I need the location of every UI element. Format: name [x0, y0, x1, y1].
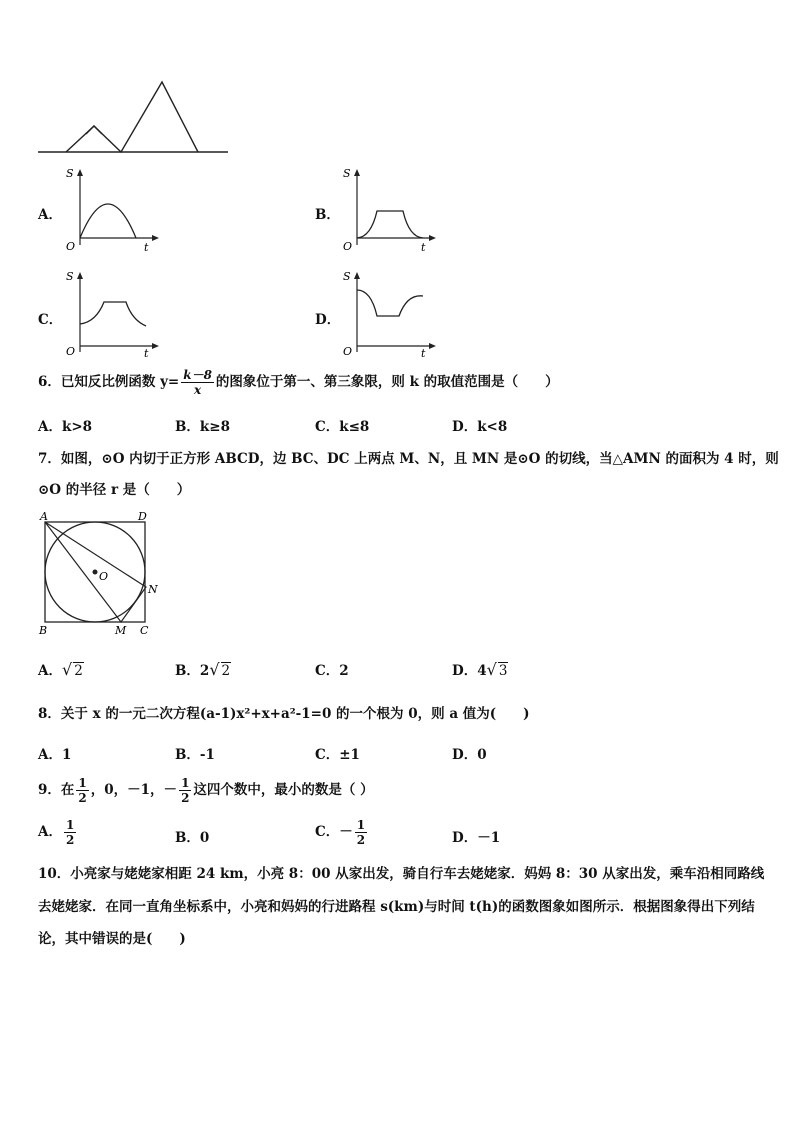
q9-option-c[interactable]	[315, 818, 369, 847]
q9-frac2-den: 2	[181, 791, 190, 805]
q10-stem-line3: 论，其中错误的是( )	[38, 931, 186, 947]
q8-stem: 8．关于 x 的一元二次方程(a-1)x²+x+a²-1=0 的一个根为 0，则 a 值为( )	[38, 706, 530, 722]
q9-frac2	[179, 776, 191, 805]
q9-stem	[38, 776, 374, 805]
q5-option-a-label[interactable]: A．	[38, 207, 62, 223]
q7-option-c[interactable]	[315, 659, 349, 679]
q6-frac-den: x	[194, 383, 202, 397]
q8-option-c[interactable]: C．±1	[315, 747, 360, 763]
q6-frac-num: k－8	[183, 368, 212, 382]
q9-option-a-den: 2	[65, 833, 75, 847]
q9-frac1-num: 1	[78, 776, 87, 790]
q5-option-a-graph	[60, 165, 160, 253]
label-d: D	[138, 510, 147, 523]
q5-option-d-label[interactable]: D．	[315, 312, 341, 328]
q9-option-d[interactable]: D．－1	[452, 830, 501, 846]
axis-o: O	[66, 240, 76, 253]
q7-option-d[interactable]: D．4√ 3	[452, 660, 508, 679]
q6-option-b[interactable]: B．k≥8	[175, 419, 230, 435]
q6-option-a[interactable]: A．k>8	[38, 419, 93, 435]
q9-option-a-num: 1	[65, 818, 75, 832]
q5-option-c-label[interactable]: C．	[38, 312, 63, 328]
q5-option-b-graph	[337, 165, 437, 253]
q9-frac2-num: 1	[181, 776, 190, 790]
q6-option-c[interactable]: C．k≤8	[315, 419, 370, 435]
axis-s: S	[66, 167, 74, 180]
label-o: O	[99, 570, 109, 583]
q5-option-d-graph	[337, 268, 437, 358]
axis-s: S	[343, 270, 351, 283]
q8-option-a[interactable]: A．1	[38, 747, 72, 763]
label-c: C	[140, 624, 149, 637]
label-m: M	[115, 624, 127, 637]
q7-option-c-label: C．2	[315, 663, 349, 679]
q9-option-c-frac	[355, 818, 367, 847]
q5-option-b-label[interactable]: B．	[315, 207, 340, 223]
label-b: B	[39, 624, 48, 637]
q6-suffix: 的图象位于第一、第三象限，则 k 的取值范围是（ ）	[215, 374, 559, 390]
q10-stem-line2: 去姥姥家．在同一直角坐标系中，小亮和妈妈的行进路程 s(km)与时间 t(h)的函数图象如图所示．根据图象得出下列结	[38, 899, 755, 915]
q8-option-d[interactable]: D．0	[452, 747, 487, 763]
q5-hill-figure	[36, 76, 231, 158]
q7-option-d-radicand: 3	[498, 663, 508, 679]
q9-option-c-num: 1	[356, 818, 366, 832]
q9-option-b[interactable]: B．0	[175, 830, 210, 846]
q8-option-b[interactable]: B．-1	[175, 747, 215, 763]
q6-prefix: 6．已知反比例函数 y=	[38, 374, 180, 390]
axis-t: t	[144, 241, 149, 253]
q5-option-c-graph	[60, 268, 160, 358]
q9-suffix: 这四个数中，最小的数是（ ）	[193, 782, 374, 798]
axis-t: t	[421, 241, 426, 253]
axis-t: t	[144, 347, 149, 358]
q9-frac1-den: 2	[78, 791, 87, 805]
q6-stem	[38, 368, 559, 397]
q9-frac1	[76, 776, 88, 805]
q7-option-a-radicand: 2	[74, 663, 83, 679]
label-n: N	[148, 583, 158, 596]
q9-option-a[interactable]	[38, 818, 78, 847]
q7-option-d-label: D．4	[452, 663, 487, 679]
q7-option-a-label: A．	[38, 663, 62, 679]
q7-option-b[interactable]: B．2√ 2	[175, 660, 231, 679]
q7-option-b-label: B．2	[175, 663, 210, 679]
q10-stem-line1: 10．小亮家与姥姥家相距 24 km，小亮 8：00 从家出发，骑自行车去姥姥家．妈妈 8：30 从家出发，乘车沿相同路线	[38, 866, 765, 882]
axis-o: O	[343, 240, 353, 253]
axis-o: O	[66, 345, 76, 358]
axis-o: O	[343, 345, 353, 358]
axis-t: t	[421, 347, 426, 358]
q9-option-c-den: 2	[356, 833, 366, 847]
q7-stem-line1: 7．如图，⊙O 内切于正方形 ABCD，边 BC、DC 上两点 M、N，且 MN 是⊙O 的切线，当△AMN 的面积为 4 时，则	[38, 451, 779, 467]
q9-option-a-frac	[64, 818, 76, 847]
q7-figure	[36, 508, 166, 640]
q7-stem-line2: ⊙O 的半径 r 是（ ）	[38, 482, 191, 498]
q9-middle: ，0，－1，－	[90, 782, 178, 798]
q6-fraction	[181, 368, 214, 397]
q9-option-a-label: A．	[38, 824, 62, 840]
q7-option-b-radicand: 2	[221, 663, 231, 679]
axis-s: S	[343, 167, 351, 180]
q9-prefix: 9．在	[38, 782, 75, 798]
q7-option-a[interactable]: A．√ 2	[38, 660, 83, 679]
label-a: A	[40, 510, 48, 523]
axis-s: S	[66, 270, 74, 283]
q6-option-d[interactable]: D．k<8	[452, 419, 508, 435]
q9-option-c-label: C．－	[315, 824, 353, 840]
